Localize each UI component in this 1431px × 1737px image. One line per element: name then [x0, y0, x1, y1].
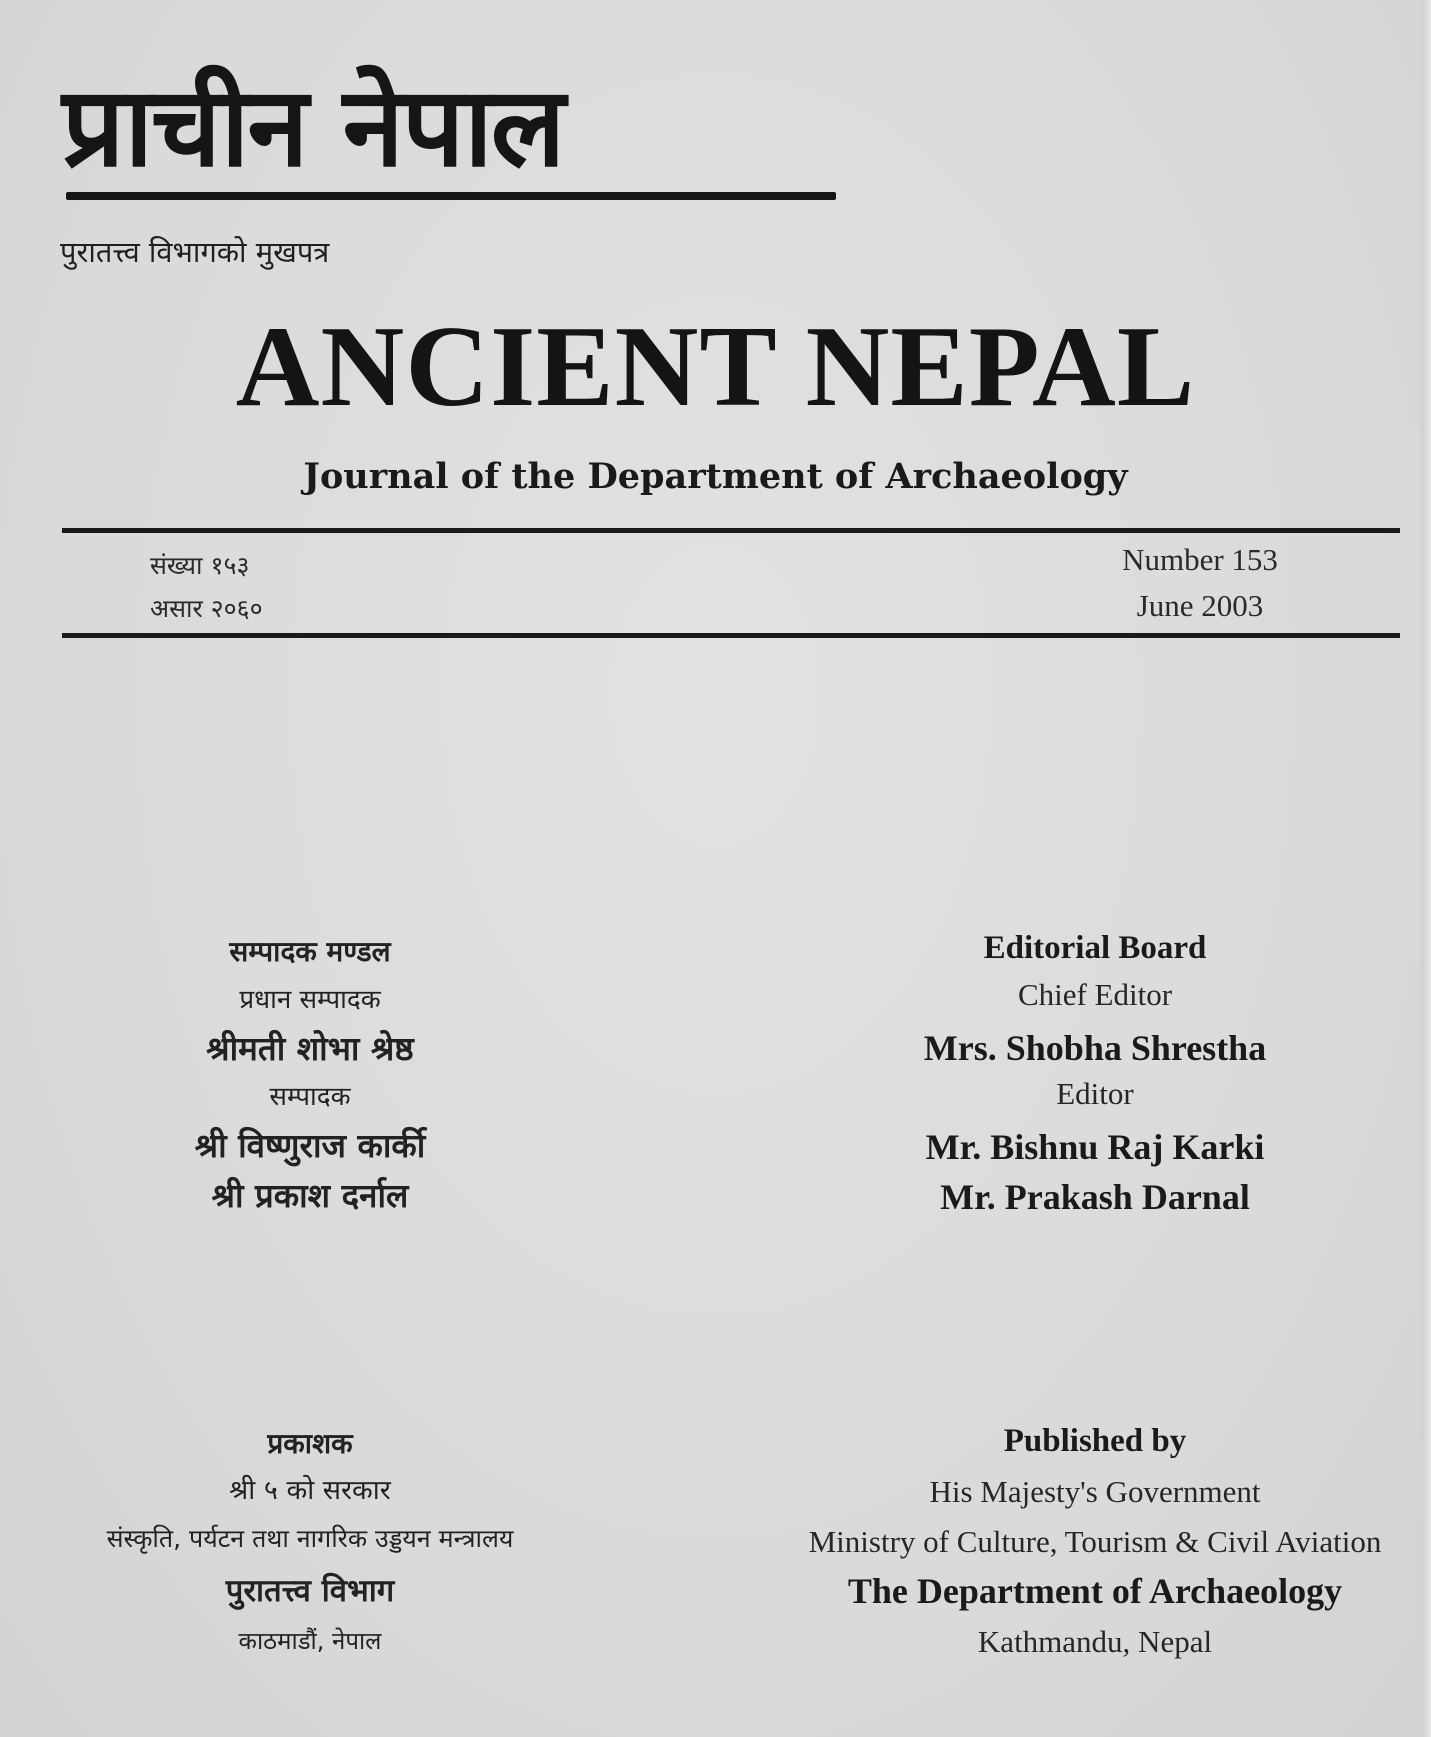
publisher-heading: Published by	[1003, 1423, 1187, 1459]
department: The Department of Archaeology	[847, 1571, 1343, 1611]
editor-2-nepali: श्री प्रकाश दर्नाल	[211, 1176, 409, 1215]
editor-1: Mr. Bishnu Raj Karki	[925, 1127, 1265, 1167]
government-nepali: श्री ५ को सरकार	[229, 1475, 391, 1506]
editorial-heading-nepali: सम्पादक मण्डल	[229, 935, 391, 968]
editor-2: Mr. Prakash Darnal	[940, 1177, 1250, 1217]
editor-label-nepali: सम्पादक	[269, 1082, 351, 1112]
editor-1-nepali: श्री विष्णुराज कार्की	[194, 1126, 426, 1165]
publisher-nepali	[40, 0, 580, 1737]
chief-editor-label-nepali: प्रधान सम्पादक	[239, 985, 381, 1015]
chief-editor-name: Mrs. Shobha Shrestha	[923, 1028, 1267, 1068]
nepali-issue-date: असार २०६०	[150, 594, 263, 623]
chief-editor-label: Chief Editor	[1017, 977, 1173, 1012]
nepali-issue-number: संख्या १५३	[150, 551, 250, 580]
english-issue-date: June 2003	[1136, 588, 1264, 623]
english-title: ANCIENT NEPAL	[235, 303, 1196, 431]
english-issue-number: Number 153	[1122, 542, 1278, 577]
editorial-heading: Editorial Board	[983, 930, 1207, 966]
publisher-heading-nepali: प्रकाशक	[267, 1427, 353, 1460]
ministry-nepali: संस्कृति, पर्यटन तथा नागरिक उड्डयन मन्त्रालय	[106, 1524, 514, 1553]
nepali-subtitle: पुरातत्त्व विभागको मुखपत्र	[60, 235, 330, 269]
editor-label: Editor	[1056, 1076, 1134, 1111]
nepali-title: प्राचीन नेपाल	[62, 63, 564, 191]
journal-subtitle: Journal of the Department of Archaeology	[303, 456, 1128, 497]
government: His Majesty's Government	[929, 1474, 1261, 1509]
publisher-english	[770, 0, 1420, 1737]
department-nepali: पुरातत्त्व विभाग	[225, 1573, 395, 1609]
location: Kathmandu, Nepal	[977, 1624, 1213, 1659]
ministry: Ministry of Culture, Tourism & Civil Aviation	[808, 1524, 1382, 1559]
chief-editor-name-nepali: श्रीमती शोभा श्रेष्ठ	[206, 1029, 414, 1068]
page-edge	[1421, 0, 1431, 1737]
location-nepali: काठमाडौं, नेपाल	[238, 1627, 382, 1655]
